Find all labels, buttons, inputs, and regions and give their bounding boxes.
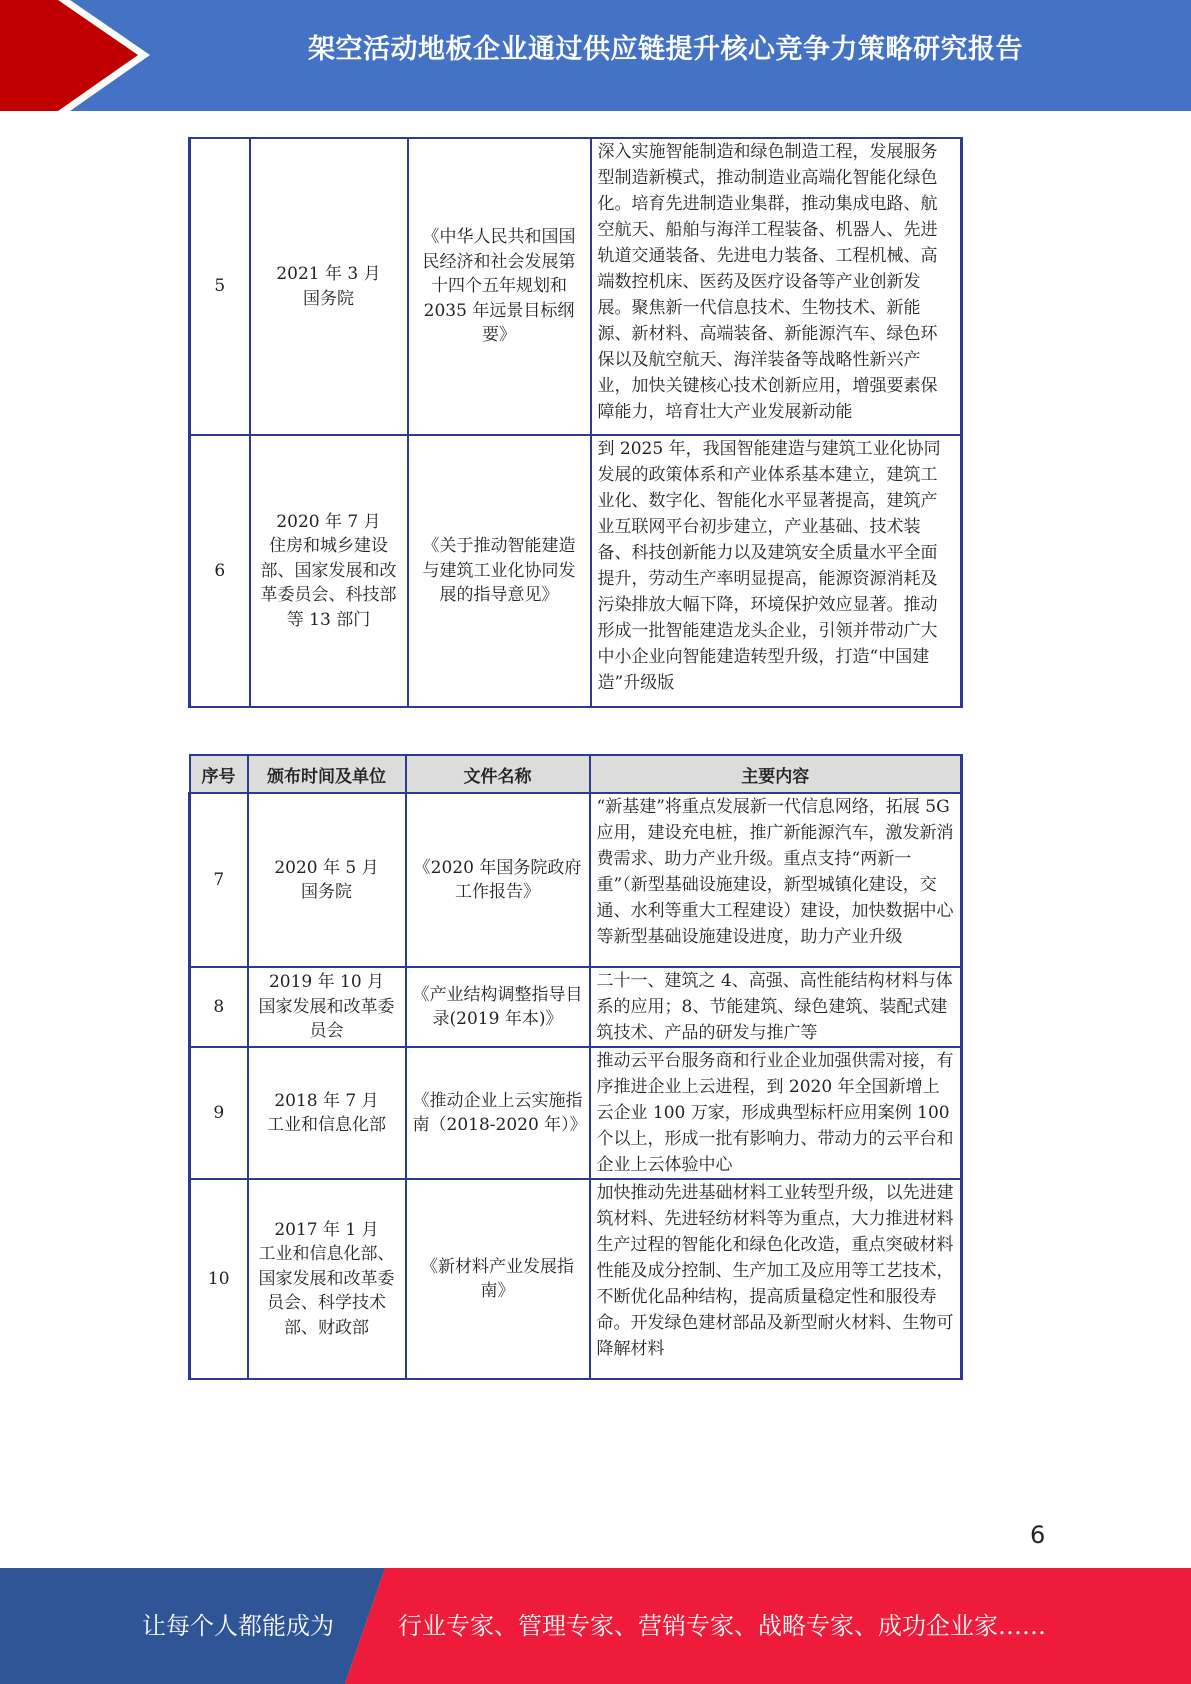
- page-header: [0, 0, 1191, 111]
- table-header-row: [190, 755, 962, 793]
- row-number: 9: [190, 1047, 248, 1179]
- issue-time-unit: 2019 年 10 月 国家发展和改革委员会: [248, 967, 406, 1047]
- table-row: [190, 138, 962, 435]
- table-row: [190, 435, 962, 707]
- document-name: 《中华人民共和国国民经济和社会发展第十四个五年规划和 2035 年远景目标纲要》: [408, 138, 591, 435]
- main-content: “新基建”将重点发展新一代信息网络，拓展 5G 应用，建设充电桩，推广新能源汽车，激发新消费需求、助力产业升级。重点支持“两新一重”（新型基础设施建设，新型城镇化建设，交通、水利等重大工程建设）建设，加快数据中心等新型基础设施建设进度，助力产业升级: [590, 793, 962, 967]
- header-content: 主要内容: [590, 755, 962, 793]
- footer-slogan-left: 让每个人都能成为: [142, 1612, 334, 1640]
- issue-time-unit: 2017 年 1 月 工业和信息化部、国家发展和改革委员会、科学技术部、财政部: [248, 1179, 406, 1379]
- report-title: 架空活动地板企业通过供应链提升核心竞争力策略研究报告: [308, 34, 1023, 65]
- issue-time-unit: 2020 年 7 月 住房和城乡建设部、国家发展和改革委员会、科技部等 13 部门: [250, 435, 408, 707]
- issue-time-unit: 2020 年 5 月 国务院: [248, 793, 406, 967]
- header-number: 序号: [190, 755, 248, 793]
- row-number: 6: [190, 435, 250, 707]
- issue-time-unit: 2021 年 3 月 国务院: [250, 138, 408, 435]
- document-name: 《关于推动智能建造与建筑工业化协同发展的指导意见》: [408, 435, 591, 707]
- row-number: 5: [190, 138, 250, 435]
- main-content: 到 2025 年，我国智能建造与建筑工业化协同发展的政策体系和产业体系基本建立，建筑工业化、数字化、智能化水平显著提高，建筑产业互联网平台初步建立，产业基础、技术装备、科技创新能力以及建筑安全质量水平全面提升，劳动生产率明显提高，能源资源消耗及污染排放大幅下降，环境保护效应显著。推动形成一批智能建造龙头企业，引领并带动广大中小企业向智能建造转型升级，打造“中国建造”升级版: [591, 435, 962, 707]
- policy-table-continued: [188, 137, 963, 708]
- policy-table: [188, 754, 963, 1380]
- issue-time-unit: 2018 年 7 月 工业和信息化部: [248, 1047, 406, 1179]
- row-number: 10: [190, 1179, 248, 1379]
- table-row: [190, 793, 962, 967]
- table-row: [190, 1179, 962, 1379]
- document-name: 《推动企业上云实施指南（2018-2020 年）》: [406, 1047, 590, 1179]
- main-content: 加快推动先进基础材料工业转型升级，以先进建筑材料、先进轻纺材料等为重点，大力推进材料生产过程的智能化和绿色化改造，重点突破材料性能及成分控制、生产加工及应用等工艺技术，不断优化品种结构，提高质量稳定性和服役寿命。开发绿色建材部品及新型耐火材料、生物可降解材料: [590, 1179, 962, 1379]
- main-content: 深入实施智能制造和绿色制造工程，发展服务型制造新模式，推动制造业高端化智能化绿色化。培育先进制造业集群，推动集成电路、航空航天、船舶与海洋工程装备、机器人、先进轨道交通装备、先进电力装备、工程机械、高端数控机床、医药及医疗设备等产业创新发展。聚焦新一代信息技术、生物技术、新能源、新材料、高端装备、新能源汽车、绿色环保以及航空航天、海洋装备等战略性新兴产业，加快关键核心技术创新应用，增强要素保障能力，培育壮大产业发展新动能: [591, 138, 962, 435]
- main-content: 二十一、建筑之 4、高强、高性能结构材料与体系的应用；8、节能建筑、绿色建筑、装配式建筑技术、产品的研发与推广等: [590, 967, 962, 1047]
- document-name: 《2020 年国务院政府工作报告》: [406, 793, 590, 967]
- document-name: 《产业结构调整指导目录(2019 年本)》: [406, 967, 590, 1047]
- main-content: 推动云平台服务商和行业企业加强供需对接，有序推进企业上云进程，到 2020 年全国新增上云企业 100 万家，形成典型标杆应用案例 100 个以上，形成一批有影响力、带动力的云平台和企业上云体验中心: [590, 1047, 962, 1179]
- header-document: 文件名称: [406, 755, 590, 793]
- page-footer: [0, 1568, 1191, 1684]
- row-number: 8: [190, 967, 248, 1047]
- page-number: 6: [1030, 1521, 1046, 1549]
- table-row: [190, 1047, 962, 1179]
- table-row: [190, 967, 962, 1047]
- header-time-unit: 颁布时间及单位: [248, 755, 406, 793]
- row-number: 7: [190, 793, 248, 967]
- document-name: 《新材料产业发展指南》: [406, 1179, 590, 1379]
- footer-slogan-right: 行业专家、管理专家、营销专家、战略专家、成功企业家……: [398, 1612, 1046, 1640]
